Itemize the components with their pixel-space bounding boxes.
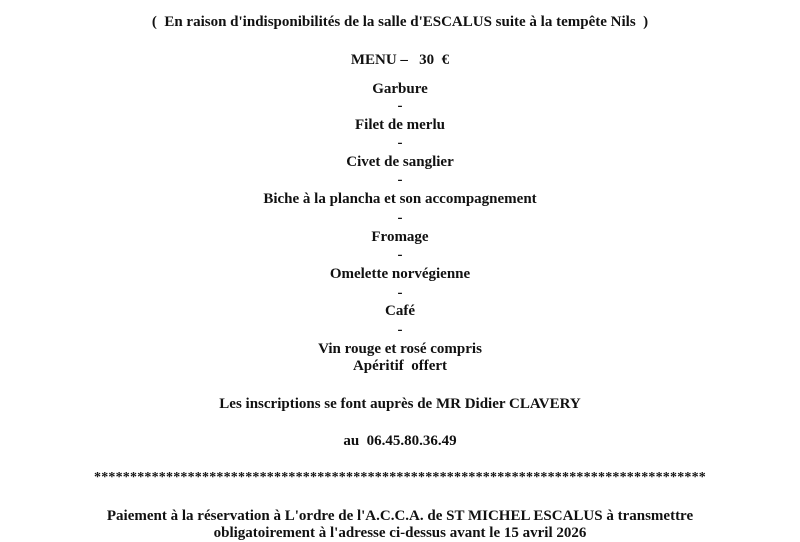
separator: - (397, 210, 403, 226)
menu-title: MENU – 30 € (350, 52, 450, 68)
course-item: Café (385, 303, 415, 319)
course-item: Filet de merlu (355, 117, 445, 133)
star-divider: ************************************************************************************* (94, 470, 706, 485)
separator: - (397, 285, 403, 301)
separator: - (397, 247, 403, 263)
course-item: Omelette norvégienne (329, 266, 471, 282)
payment-text-continued: obligatoirement à l'adresse ci-dessus avant le 15 avril 2026 (213, 525, 587, 541)
separator: - (397, 172, 403, 188)
separator: - (397, 135, 403, 151)
payment-text: Paiement à la réservation à L'ordre de l'A.C.C.A. de ST MICHEL ESCALUS à transmettre (106, 508, 694, 524)
course-item: Civet de sanglier (346, 154, 454, 170)
drink-item: Vin rouge et rosé compris (318, 341, 482, 357)
registration-text: Les inscriptions se font auprès de MR Didier CLAVERY (219, 396, 581, 412)
course-item: Fromage (371, 229, 429, 245)
notice-text: ( En raison d'indisponibilités de la salle d'ESCALUS suite à la tempête Nils ) (151, 14, 649, 30)
course-item: Garbure (372, 81, 428, 97)
phone-text: au 06.45.80.36.49 (343, 433, 457, 449)
separator: - (397, 322, 403, 338)
drink-item: Apéritif offert (352, 358, 448, 374)
course-item: Biche à la plancha et son accompagnement (263, 191, 537, 207)
separator: - (397, 98, 403, 114)
